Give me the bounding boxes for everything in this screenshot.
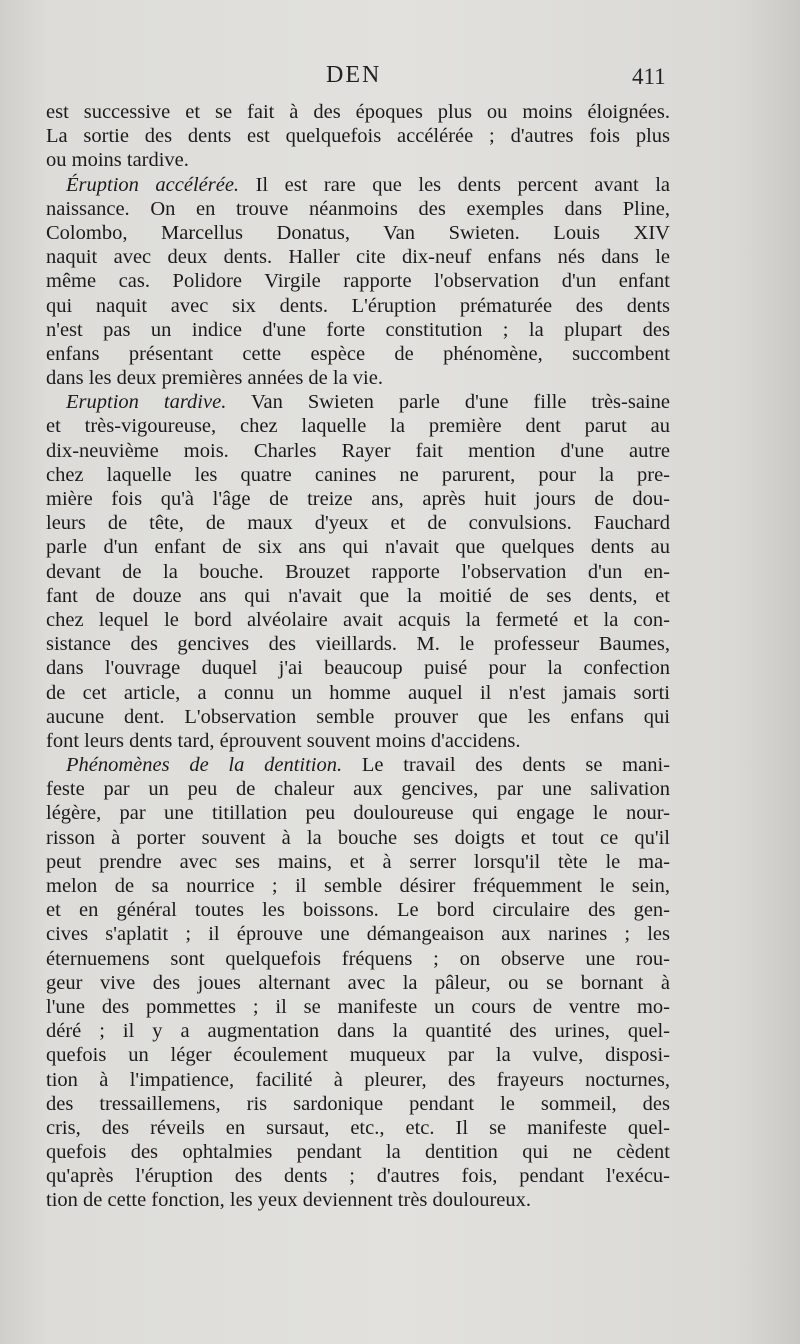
text-line bbox=[46, 535, 670, 559]
page-number: 411 bbox=[632, 64, 666, 89]
text-line bbox=[46, 1019, 670, 1043]
text-line bbox=[46, 439, 670, 463]
text-line bbox=[46, 463, 670, 487]
line-text: naquit avec deux dents. Haller cite dix-neuf enfans nés dans le bbox=[46, 246, 670, 269]
text-line bbox=[46, 100, 670, 124]
line-text: déré ; il y a augmentation dans la quantité des urines, quel- bbox=[46, 1020, 670, 1043]
text-line bbox=[46, 801, 670, 825]
text-line bbox=[46, 1116, 670, 1140]
line-text: Le travail des dents se mani- bbox=[342, 754, 670, 777]
text-line bbox=[46, 608, 670, 632]
body-text bbox=[46, 100, 670, 1213]
line-text: quefois des ophtalmies pendant la dentition qui ne cèdent bbox=[46, 1141, 670, 1164]
text-line bbox=[46, 850, 670, 874]
line-text: des tressaillemens, ris sardonique pendant le sommeil, des bbox=[46, 1092, 670, 1115]
text-line bbox=[46, 294, 670, 318]
text-line bbox=[46, 681, 670, 705]
text-line bbox=[46, 221, 670, 245]
text-line bbox=[46, 148, 670, 172]
line-text: qu'après l'éruption des dents ; d'autres fois, pendant l'exécu- bbox=[46, 1165, 670, 1188]
line-text: font leurs dents tard, éprouvent souvent moins d'accidens. bbox=[46, 729, 521, 752]
text-line bbox=[46, 705, 670, 729]
text-line bbox=[46, 1164, 670, 1188]
text-line bbox=[46, 1092, 670, 1116]
line-text: dans les deux premières années de la vie. bbox=[46, 367, 383, 390]
text-line bbox=[46, 1068, 670, 1092]
line-text: naissance. On en trouve néanmoins des exemples dans Pline, bbox=[46, 197, 670, 220]
text-line bbox=[46, 729, 670, 753]
line-text: ou moins tardive. bbox=[46, 149, 189, 172]
line-text: feste par un peu de chaleur aux gencives, par une salivation bbox=[46, 778, 670, 801]
line-text: qui naquit avec six dents. L'éruption prématurée des dents bbox=[46, 294, 670, 317]
text-line bbox=[46, 753, 670, 777]
text-line bbox=[46, 366, 670, 390]
running-head: DEN bbox=[326, 62, 382, 88]
line-text: aucune dent. L'observation semble prouver que les enfans qui bbox=[46, 705, 670, 728]
text-line bbox=[46, 511, 670, 535]
line-text: sistance des gencives des vieillards. M. le professeur Baumes, bbox=[46, 633, 670, 656]
line-text: et très-vigoureuse, chez laquelle la première dent parut au bbox=[46, 415, 670, 438]
line-text: Van Swieten parle d'une fille très-saine bbox=[226, 391, 670, 414]
line-text: mière fois qu'à l'âge de treize ans, après huit jours de dou- bbox=[46, 488, 670, 510]
line-text: melon de sa nourrice ; il semble désirer fréquemment le sein, bbox=[46, 875, 670, 897]
line-text: parle d'un enfant de six ans qui n'avait que quelques dents au bbox=[46, 536, 670, 559]
line-text: même cas. Polidore Virgile rapporte l'observation d'un enfant bbox=[46, 270, 670, 293]
text-line bbox=[46, 342, 670, 366]
section-heading: Éruption accélérée. bbox=[66, 173, 240, 196]
line-text: geur vive des joues alternant avec la pâleur, ou se bornant à bbox=[46, 971, 670, 994]
text-line bbox=[46, 777, 670, 801]
line-text: quefois un léger écoulement muqueux par la vulve, disposi- bbox=[46, 1044, 670, 1067]
text-line bbox=[46, 826, 670, 850]
text-line bbox=[46, 124, 670, 148]
line-text: risson à porter souvent à la bouche ses doigts et tout ce qu'il bbox=[46, 826, 670, 849]
line-text: chez laquelle les quatre canines ne parurent, pour la pre- bbox=[46, 463, 670, 486]
text-line bbox=[46, 318, 670, 342]
text-line bbox=[46, 269, 670, 293]
text-line bbox=[46, 922, 670, 946]
text-line bbox=[46, 584, 670, 608]
text-line bbox=[46, 656, 670, 680]
line-text: l'une des pommettes ; il se manifeste un cours de ventre mo- bbox=[46, 995, 670, 1018]
page-header bbox=[0, 62, 800, 98]
section-heading: Eruption tardive. bbox=[66, 391, 227, 414]
text-line bbox=[46, 1043, 670, 1067]
text-line bbox=[46, 173, 670, 197]
text-line bbox=[46, 632, 670, 656]
text-line bbox=[46, 1140, 670, 1164]
line-text: cris, des réveils en sursaut, etc., etc. Il se manifeste quel- bbox=[46, 1116, 670, 1139]
line-text: Colombo, Marcellus Donatus, Van Swieten. Louis XIV bbox=[46, 221, 670, 244]
text-line bbox=[46, 898, 670, 922]
text-line bbox=[46, 947, 670, 971]
text-line bbox=[46, 390, 670, 414]
line-text: légère, par une titillation peu douloureuse qui engage le nour- bbox=[46, 802, 670, 825]
line-text: de cet article, a connu un homme auquel il n'est jamais sorti bbox=[46, 681, 670, 704]
text-line bbox=[46, 414, 670, 438]
line-text: leurs de tête, de maux d'yeux et de convulsions. Fauchard bbox=[46, 512, 670, 535]
text-line bbox=[46, 995, 670, 1019]
line-text: peut prendre avec ses mains, et à serrer lorsqu'il tète le ma- bbox=[46, 850, 670, 873]
text-line bbox=[46, 197, 670, 221]
line-text: fant de douze ans qui n'avait que la moitié de ses dents, et bbox=[46, 584, 670, 607]
text-line bbox=[46, 487, 670, 511]
line-text: La sortie des dents est quelquefois accélérée ; d'autres fois plus bbox=[46, 125, 670, 148]
line-text: est successive et se fait à des époques plus ou moins éloignées. bbox=[46, 101, 670, 123]
line-text: dans l'ouvrage duquel j'ai beaucoup puisé pour la confection bbox=[46, 657, 670, 680]
line-text: dix-neuvième mois. Charles Rayer fait mention d'une autre bbox=[46, 439, 670, 462]
line-text: et en général toutes les boissons. Le bord circulaire des gen- bbox=[46, 899, 670, 922]
line-text: n'est pas un indice d'une forte constitution ; la plupart des bbox=[46, 318, 670, 341]
text-line bbox=[46, 1188, 670, 1212]
line-text: tion à l'impatience, facilité à pleurer, des frayeurs nocturnes, bbox=[46, 1068, 670, 1091]
line-text: enfans présentant cette espèce de phénomène, succombent bbox=[46, 342, 670, 365]
text-line bbox=[46, 874, 670, 898]
line-text: chez lequel le bord alvéolaire avait acquis la fermeté et la con- bbox=[46, 608, 670, 631]
line-text: éternuemens sont quelquefois fréquens ; on observe une rou- bbox=[46, 947, 670, 970]
text-line bbox=[46, 971, 670, 995]
section-heading: Phénomènes de la dentition. bbox=[66, 754, 343, 777]
text-line bbox=[46, 560, 670, 584]
line-text: tion de cette fonction, les yeux deviennent très douloureux. bbox=[46, 1189, 532, 1212]
line-text: cives s'aplatit ; il éprouve une démangeaison aux narines ; les bbox=[46, 923, 670, 946]
text-line bbox=[46, 245, 670, 269]
line-text: devant de la bouche. Brouzet rapporte l'observation d'un en- bbox=[46, 560, 670, 583]
line-text: Il est rare que les dents percent avant la bbox=[239, 173, 670, 196]
